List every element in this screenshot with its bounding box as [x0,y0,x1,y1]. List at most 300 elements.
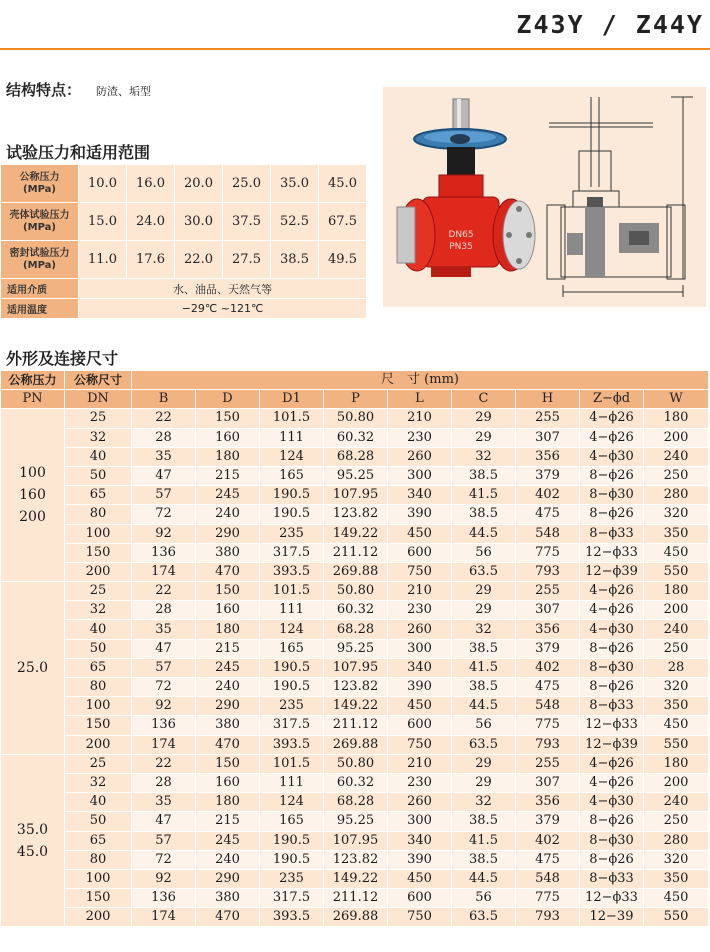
dim-cell: 260 [388,447,452,466]
table-row [1,908,709,927]
dim-cell: 180 [196,620,260,639]
pressure-value: 27.5 [223,241,271,279]
dn-cell: 65 [65,486,132,505]
table-row [1,620,709,639]
dim-cell: 240 [644,793,709,812]
pressure-table [0,164,367,319]
dim-cell: 245 [196,486,260,505]
dim-cell: 4−ϕ26 [580,428,644,447]
dn-cell: 150 [65,543,132,562]
pn-value: 35.0 [16,821,49,838]
dim-col-header: C [452,390,516,409]
dim-cell: 600 [388,889,452,908]
table-row [1,428,709,447]
dim-cell: 8−ϕ30 [580,831,644,850]
pressure-value: 11.0 [79,241,127,279]
dim-cell: 8−ϕ30 [580,658,644,677]
dim-cell: 548 [516,697,580,716]
dim-cell: 101.5 [260,582,324,601]
dim-cell: 111 [260,428,324,447]
dim-cell: 38.5 [452,850,516,869]
pressure-value: 15.0 [79,203,127,241]
dim-cell: 136 [132,543,196,562]
dim-cell: 793 [516,735,580,754]
dim-cell: 95.25 [324,466,388,485]
dim-cell: 269.88 [324,908,388,927]
dn-cell: 150 [65,889,132,908]
dn-cell: 200 [65,735,132,754]
dim-cell: 111 [260,773,324,792]
dim-cell: 317.5 [260,543,324,562]
dim-cell: 548 [516,869,580,888]
dim-cell: 107.95 [324,831,388,850]
dim-cell: 4−ϕ26 [580,773,644,792]
table-row [1,754,709,773]
table-row [1,716,709,735]
dim-cell: 550 [644,908,709,927]
dim-cell: 4−ϕ26 [580,754,644,773]
dim-cell: 38.5 [452,678,516,697]
dim-cell: 290 [196,869,260,888]
dim-cell: 92 [132,524,196,543]
dim-cell: 240 [196,850,260,869]
dim-cell: 450 [644,889,709,908]
dim-cell: 548 [516,524,580,543]
dim-cell: 180 [644,409,709,428]
dim-cell: 123.82 [324,505,388,524]
dim-cell: 300 [388,466,452,485]
dim-cell: 72 [132,850,196,869]
dim-cell: 41.5 [452,486,516,505]
table-row [1,850,709,869]
dim-cell: 22 [132,582,196,601]
dim-cell: 211.12 [324,543,388,562]
dim-cell: 190.5 [260,486,324,505]
pressure-value: 24.0 [127,203,175,241]
dn-cell: 80 [65,678,132,697]
pressure-row-label-name: 公称压力 [19,171,60,183]
dim-cell: 56 [452,716,516,735]
dim-cell: 320 [644,678,709,697]
dim-cell: 35 [132,447,196,466]
dim-cell: 72 [132,505,196,524]
dim-cell: 300 [388,639,452,658]
dim-cell: 12−ϕ33 [580,889,644,908]
dim-cell: 8−ϕ30 [580,486,644,505]
dim-cell: 340 [388,831,452,850]
dim-cell: 390 [388,505,452,524]
table-row [1,812,709,831]
pressure-value: 30.0 [175,203,223,241]
dim-cell: 269.88 [324,735,388,754]
dn-cell: 65 [65,658,132,677]
dim-cell: 280 [644,831,709,850]
dims-header: 尺 寸 (mm) [132,371,709,390]
dim-cell: 92 [132,869,196,888]
dim-cell: 210 [388,582,452,601]
dim-cell: 63.5 [452,735,516,754]
dim-cell: 200 [644,428,709,447]
dim-cell: 230 [388,773,452,792]
dn-cell: 200 [65,562,132,581]
pn-subheader: PN [1,390,65,409]
table-row [1,543,709,562]
dim-cell: 190.5 [260,658,324,677]
dim-cell: 255 [516,754,580,773]
dim-cell: 350 [644,869,709,888]
dim-cell: 475 [516,850,580,869]
dim-cell: 4−ϕ30 [580,793,644,812]
dim-cell: 44.5 [452,869,516,888]
dim-cell: 29 [452,428,516,447]
dn-cell: 40 [65,793,132,812]
dim-cell: 28 [132,773,196,792]
dim-cell: 28 [644,658,709,677]
dim-cell: 180 [644,754,709,773]
dim-cell: 775 [516,889,580,908]
dim-cell: 350 [644,697,709,716]
dim-cell: 160 [196,428,260,447]
dim-cell: 22 [132,754,196,773]
table-row [1,486,709,505]
dim-cell: 215 [196,466,260,485]
dim-cell: 95.25 [324,639,388,658]
dim-cell: 470 [196,562,260,581]
dim-cell: 450 [388,869,452,888]
dim-cell: 255 [516,582,580,601]
dim-cell: 29 [452,409,516,428]
dim-cell: 317.5 [260,889,324,908]
dim-cell: 68.28 [324,793,388,812]
dim-cell: 320 [644,850,709,869]
dim-col-header: D1 [260,390,324,409]
dim-cell: 123.82 [324,678,388,697]
dim-cell: 68.28 [324,447,388,466]
dn-cell: 25 [65,754,132,773]
dim-cell: 38.5 [452,505,516,524]
dim-cell: 107.95 [324,658,388,677]
dim-cell: 136 [132,716,196,735]
dim-cell: 72 [132,678,196,697]
dim-cell: 50.80 [324,409,388,428]
dim-cell: 340 [388,486,452,505]
dim-cell: 280 [644,486,709,505]
dim-cell: 250 [644,466,709,485]
dn-cell: 65 [65,831,132,850]
pn-value: 160 [19,487,46,504]
dn-subheader: DN [65,390,132,409]
dim-cell: 60.32 [324,428,388,447]
dim-cell: 250 [644,812,709,831]
title-rule [0,48,710,50]
dim-cell: 380 [196,716,260,735]
table-row [1,658,709,677]
dn-cell: 100 [65,697,132,716]
dim-cell: 230 [388,601,452,620]
dim-cell: 111 [260,601,324,620]
dim-cell: 600 [388,716,452,735]
dim-cell: 149.22 [324,524,388,543]
dim-cell: 190.5 [260,831,324,850]
pressure-row [1,165,367,203]
dim-cell: 402 [516,486,580,505]
pressure-row-label [1,203,79,241]
pn-value: 200 [19,509,46,526]
dim-cell: 8−ϕ26 [580,505,644,524]
dim-cell: 136 [132,889,196,908]
dim-cell: 107.95 [324,486,388,505]
table-row [1,869,709,888]
dim-cell: 380 [196,889,260,908]
dim-cell: 29 [452,601,516,620]
pressure-section-heading: 试验压力和适用范围 [6,143,151,162]
dim-col-header: D [196,390,260,409]
dn-cell: 100 [65,524,132,543]
dim-cell: 57 [132,486,196,505]
pressure-value: 16.0 [127,165,175,203]
dim-cell: 775 [516,716,580,735]
dim-cell: 4−ϕ26 [580,601,644,620]
dim-cell: 8−ϕ26 [580,678,644,697]
dim-cell: 8−ϕ33 [580,697,644,716]
dn-cell: 32 [65,601,132,620]
dim-cell: 63.5 [452,908,516,927]
dim-cell: 12−ϕ39 [580,562,644,581]
dim-cell: 380 [196,543,260,562]
dim-cell: 307 [516,773,580,792]
dim-cell: 150 [196,409,260,428]
pn-value: 45.0 [16,843,49,860]
dim-cell: 124 [260,793,324,812]
pressure-value: 17.6 [127,241,175,279]
dim-cell: 240 [644,620,709,639]
dim-cell: 793 [516,908,580,927]
dim-cell: 245 [196,658,260,677]
dim-cell: 44.5 [452,524,516,543]
dim-cell: 160 [196,601,260,620]
dim-cell: 123.82 [324,850,388,869]
dim-cell: 32 [452,793,516,812]
dim-cell: 29 [452,773,516,792]
dim-cell: 124 [260,447,324,466]
dim-cell: 190.5 [260,505,324,524]
dim-cell: 38.5 [452,466,516,485]
dim-cell: 32 [452,620,516,639]
dim-cell: 450 [388,524,452,543]
dim-cell: 307 [516,428,580,447]
dim-cell: 150 [196,582,260,601]
dim-cell: 180 [644,582,709,601]
dim-cell: 8−ϕ26 [580,850,644,869]
dim-cell: 475 [516,678,580,697]
dim-cell: 350 [644,524,709,543]
dim-cell: 317.5 [260,716,324,735]
dim-cell: 180 [196,447,260,466]
dimensions-table [0,370,709,927]
pn-group-cell [1,582,65,755]
dim-cell: 8−ϕ26 [580,812,644,831]
dim-col-header: L [388,390,452,409]
dim-cell: 4−ϕ26 [580,582,644,601]
pressure-row [1,203,367,241]
pressure-value: 37.5 [223,203,271,241]
dn-cell: 32 [65,428,132,447]
dim-cell: 300 [388,812,452,831]
dim-cell: 450 [644,543,709,562]
temperature-value: −29℃ ~121℃ [79,299,367,319]
dim-cell: 356 [516,620,580,639]
temperature-label: 适用温度 [1,299,79,319]
dim-cell: 255 [516,409,580,428]
dim-cell: 379 [516,639,580,658]
dn-cell: 150 [65,716,132,735]
dn-cell: 25 [65,582,132,601]
dim-cell: 211.12 [324,716,388,735]
valve-images [383,87,706,307]
dn-cell: 50 [65,466,132,485]
dim-col-header: Z−ϕd [580,390,644,409]
dim-cell: 240 [644,447,709,466]
table-row [1,735,709,754]
dim-cell: 60.32 [324,601,388,620]
dim-cell: 12−39 [580,908,644,927]
dim-cell: 390 [388,678,452,697]
dim-cell: 180 [196,793,260,812]
dimensions-section-heading: 外形及连接尺寸 [6,349,119,368]
dim-cell: 215 [196,639,260,658]
dim-cell: 750 [388,735,452,754]
table-row [1,447,709,466]
dim-cell: 450 [644,716,709,735]
dim-cell: 393.5 [260,908,324,927]
dim-cell: 47 [132,812,196,831]
pressure-value: 25.0 [223,165,271,203]
dim-cell: 240 [196,678,260,697]
table-row [1,831,709,850]
medium-row [1,279,367,299]
table-row [1,639,709,658]
pn-group-cell [1,409,65,582]
dim-cell: 101.5 [260,754,324,773]
dim-cell: 290 [196,697,260,716]
table-row [1,409,709,428]
dim-cell: 150 [196,754,260,773]
dim-cell: 190.5 [260,850,324,869]
dim-cell: 210 [388,409,452,428]
pressure-value: 45.0 [319,165,367,203]
dn-cell: 40 [65,620,132,639]
model-title: Z43Y / Z44Y [516,10,704,39]
dim-cell: 4−ϕ30 [580,447,644,466]
dim-cell: 230 [388,428,452,447]
table-row [1,601,709,620]
dim-cell: 50.80 [324,754,388,773]
dim-cell: 92 [132,697,196,716]
table-row [1,697,709,716]
dim-cell: 174 [132,908,196,927]
pressure-value: 38.5 [271,241,319,279]
dim-cell: 402 [516,658,580,677]
dim-cell: 4−ϕ30 [580,620,644,639]
dn-header: 公称尺寸 [65,371,132,390]
dim-cell: 235 [260,524,324,543]
features-text: 防渣、垢型 [96,85,151,98]
dim-cell: 750 [388,562,452,581]
table-row [1,562,709,581]
dim-cell: 215 [196,812,260,831]
pn-group-cell [1,754,65,927]
dim-cell: 38.5 [452,812,516,831]
table-row [1,466,709,485]
table-row [1,773,709,792]
dim-col-header: B [132,390,196,409]
dim-cell: 356 [516,793,580,812]
dn-cell: 25 [65,409,132,428]
dn-cell: 40 [65,447,132,466]
dim-cell: 41.5 [452,658,516,677]
dim-cell: 393.5 [260,735,324,754]
dim-cell: 356 [516,447,580,466]
dim-cell: 35 [132,793,196,812]
dim-cell: 8−ϕ33 [580,524,644,543]
table-row [1,889,709,908]
dim-col-header: H [516,390,580,409]
table-row [1,793,709,812]
dim-cell: 38.5 [452,639,516,658]
pressure-value: 10.0 [79,165,127,203]
dim-cell: 57 [132,658,196,677]
dim-cell: 235 [260,697,324,716]
dim-cell: 269.88 [324,562,388,581]
table-row [1,505,709,524]
dim-cell: 190.5 [260,678,324,697]
dim-cell: 200 [644,601,709,620]
dim-cell: 50.80 [324,582,388,601]
dim-cell: 8−ϕ33 [580,869,644,888]
dim-cell: 320 [644,505,709,524]
features-label: 结构特点： [6,81,82,99]
dim-cell: 211.12 [324,889,388,908]
pressure-row-label [1,241,79,279]
dim-cell: 470 [196,908,260,927]
dim-cell: 250 [644,639,709,658]
table-row [1,582,709,601]
valve-body-text-2: PN35 [449,242,473,252]
dim-cell: 41.5 [452,831,516,850]
dim-cell: 22 [132,409,196,428]
dim-cell: 390 [388,850,452,869]
dim-cell: 28 [132,428,196,447]
valve-body-text-1: DN65 [448,230,474,240]
dn-cell: 200 [65,908,132,927]
dim-cell: 28 [132,601,196,620]
dim-cell: 8−ϕ26 [580,466,644,485]
dim-cell: 160 [196,773,260,792]
valve-section-drawing [543,87,706,307]
dim-cell: 56 [452,543,516,562]
pn-header: 公称压力 [1,371,65,390]
medium-value: 水、油品、天然气等 [79,279,367,299]
dim-cell: 68.28 [324,620,388,639]
dim-cell: 47 [132,466,196,485]
dim-cell: 470 [196,735,260,754]
dim-cell: 379 [516,466,580,485]
pressure-row-label-name: 壳体试验压力 [9,209,70,221]
dim-cell: 210 [388,754,452,773]
dim-cell: 775 [516,543,580,562]
dim-cell: 149.22 [324,697,388,716]
dim-cell: 165 [260,639,324,658]
